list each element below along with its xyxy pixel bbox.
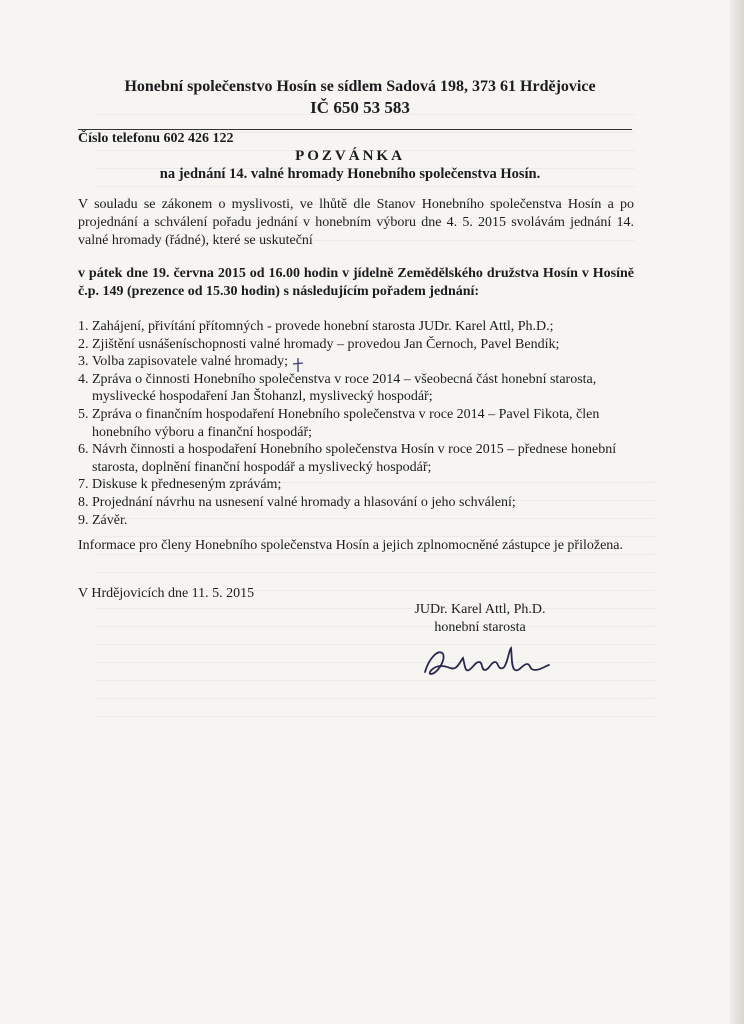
ic-line: IČ 650 53 583 <box>310 98 410 117</box>
agenda-item: 8. Projednání návrhu na usnesení valné hromady a hlasování o jeho schválení; <box>78 494 516 510</box>
signatory-role: honební starosta <box>434 620 526 635</box>
phone-line: Číslo telefonu 602 426 122 <box>78 131 234 146</box>
document-subtitle: na jednání 14. valné hromady Honebního společenstva Hosín. <box>159 166 541 182</box>
agenda-item: 9. Závěr. <box>78 512 128 528</box>
agenda-item: 1. Zahájení, přivítání přítomných - provede honební starosta JUDr. Karel Attl, Ph.D.; <box>78 319 554 334</box>
page-edge-shadow <box>730 0 744 1024</box>
signatory-name: JUDr. Karel Attl, Ph.D. <box>414 602 546 617</box>
agenda-list <box>78 318 634 529</box>
agenda-item: 4. Zpráva o činnosti Honebního společenstva v roce 2014 – všeobecná část honební starosta, myslivecké hospodaření Jan Štohanzl, myslivecký hospodář; <box>78 371 597 405</box>
handwritten-plus-mark <box>291 357 305 373</box>
header-divider <box>78 129 632 130</box>
meeting-time-place: v pátek dne 19. června 2015 od 16.00 hodin v jídelně Zemědělského družstva Hosín v Hosíně č.p. 149 (prezence od 15.30 hodin) s následujícím pořadem jednání: <box>78 266 634 299</box>
organization-line: Honební společenstvo Hosín se sídlem Sadová 198, 373 61 Hrdějovice <box>124 78 596 95</box>
intro-paragraph: V souladu se zákonem o myslivosti, ve lhůtě dle Stanov Honebního společenstva Hosín a po projednání a schválení pořadu jednání v honebním výboru dne 4. 5. 2015 svolávám jednání 14. valné hromady (řádné), které se uskuteční <box>78 197 634 248</box>
agenda-item: 6. Návrh činnosti a hospodaření Honebního společenstva Hosín v roce 2015 – přednese honební starosta, doplnění finanční hospodář a myslivecký hospodář; <box>78 442 617 475</box>
document-title: POZVÁNKA <box>295 148 405 164</box>
info-paragraph: Informace pro členy Honebního společenstva Hosín a jejich zplnomocněné zástupce je přiložena. <box>78 538 624 553</box>
handwritten-signature <box>415 640 555 685</box>
agenda-item: 7. Diskuse k předneseným zprávám; <box>78 477 282 493</box>
place-and-date: V Hrdějovicích dne 11. 5. 2015 <box>78 586 255 601</box>
agenda-item: 3. Volba zapisovatele valné hromady; <box>78 354 289 370</box>
agenda-item: 2. Zjištění usnášeníschopnosti valné hromady – provedou Jan Černoch, Pavel Bendík; <box>78 336 560 352</box>
agenda-item: 5. Zpráva o finančním hospodaření Honebního společenstva v roce 2014 – Pavel Fikota, člen honebního výboru a finanční hospodář; <box>78 406 600 440</box>
